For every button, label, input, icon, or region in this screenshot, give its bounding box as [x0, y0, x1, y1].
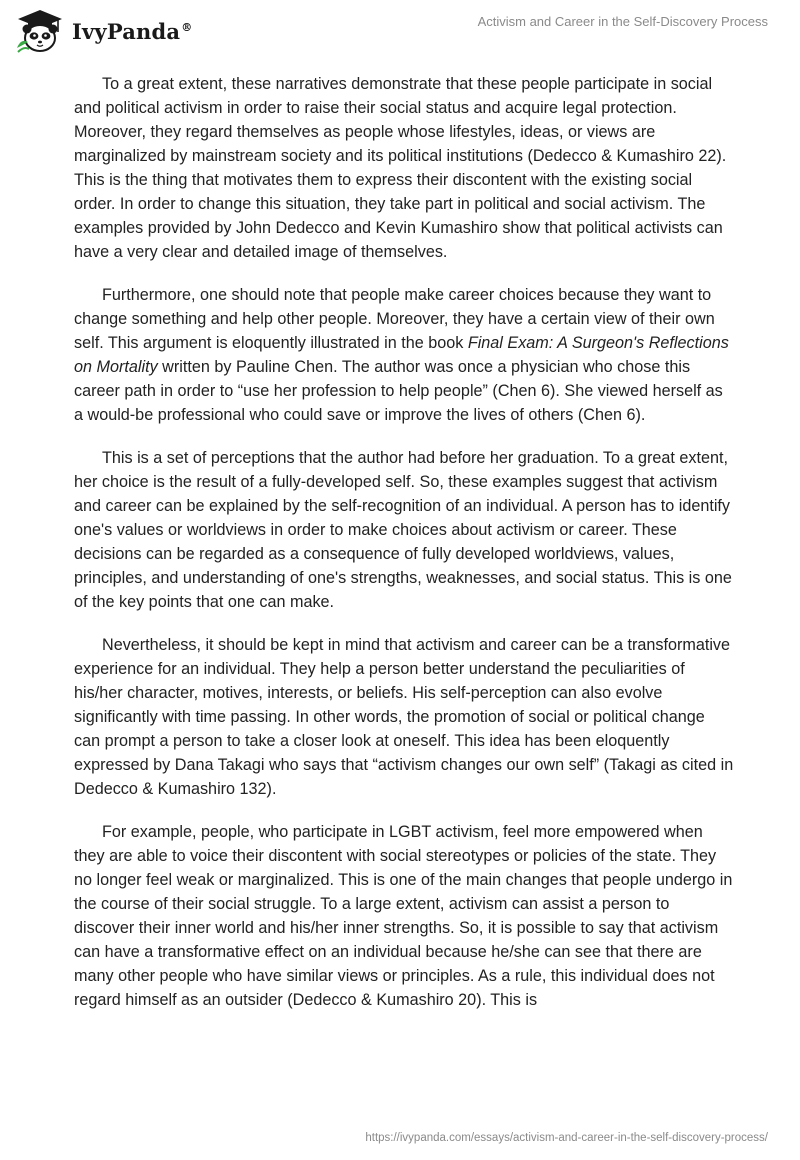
brand-name: IvyPanda®: [72, 18, 193, 44]
document-title: Activism and Career in the Self-Discovery Process: [477, 14, 768, 29]
registered-mark: ®: [181, 20, 193, 34]
book-title: Final Exam: A Surgeon's Reflections on Mortality: [74, 334, 729, 376]
paragraph-text: Furthermore, one should note that people make career choices because they want to change something and help other people. Moreover, they have a certain view of their own self. This argument is eloquently illustrated in the book: [74, 286, 715, 352]
paragraph: To a great extent, these narratives demonstrate that these people participate in social and political activism in order to raise their social status and acquire legal protection. Moreover, they regard themselves as people whose lifestyles, ideas, or views are marginalized by mainstream society and its political institutions (Dedecco & Kumashiro 22). This is the thing that motivates them to express their discontent with the existing social order. In order to change this situation, they take part in political and social activism. The examples provided by John Dedecco and Kevin Kumashiro show that political activists can have a very clear and detailed image of themselves.: [74, 75, 727, 261]
paragraph-text: written by Pauline Chen. The author was once a physician who chose this career path in order to “use her profession to help people” (Chen 6). She viewed herself as a would-be professional who could save or improve the lives of others (Chen 6).: [74, 358, 723, 424]
source-url[interactable]: https://ivypanda.com/essays/activism-and-career-in-the-self-discovery-process/: [365, 1132, 768, 1144]
ivypanda-logo[interactable]: [14, 8, 192, 54]
panda-graduate-icon: [14, 8, 66, 54]
essay-body: [74, 72, 734, 1031]
paragraph: Nevertheless, it should be kept in mind that activism and career can be a transformative experience for an individual. They help a person better understand the peculiarities of his/her character, motives, interests, or beliefs. His self-perception can also evolve significantly with time passing. In other words, the promotion of social or political change can prompt a person to take a closer look at oneself. This idea has been eloquently expressed by Dana Takagi who says that “activism changes our own self” (Takagi as cited in Dedecco & Kumashiro 132).: [74, 636, 734, 798]
paragraph: For example, people, who participate in LGBT activism, feel more empowered when they are able to voice their discontent with social stereotypes or policies of the state. They no longer feel weak or marginalized. This is one of the main changes that people undergo in the course of their social struggle. To a large extent, activism can assist a person to discover their inner world and his/her inner strengths. So, it is possible to say that activism can have a transformative effect on an individual because he/she can see that there are many other people who have similar views or principles. As a rule, this individual does not regard himself as an outsider (Dedecco & Kumashiro 20). This is: [74, 823, 733, 1009]
paragraph: [74, 283, 734, 427]
paragraph: This is a set of perceptions that the author had before her graduation. To a great extent, her choice is the result of a fully-developed self. So, these examples suggest that activism and career can be explained by the self-recognition of an individual. A person has to identify one's values or worldviews in order to make choices about activism or career. These decisions can be regarded as a consequence of fully developed worldviews, values, principles, and understanding of one's strengths, weaknesses, and social status. This is one of the key points that one can make.: [74, 449, 732, 611]
page-header: [0, 0, 800, 60]
